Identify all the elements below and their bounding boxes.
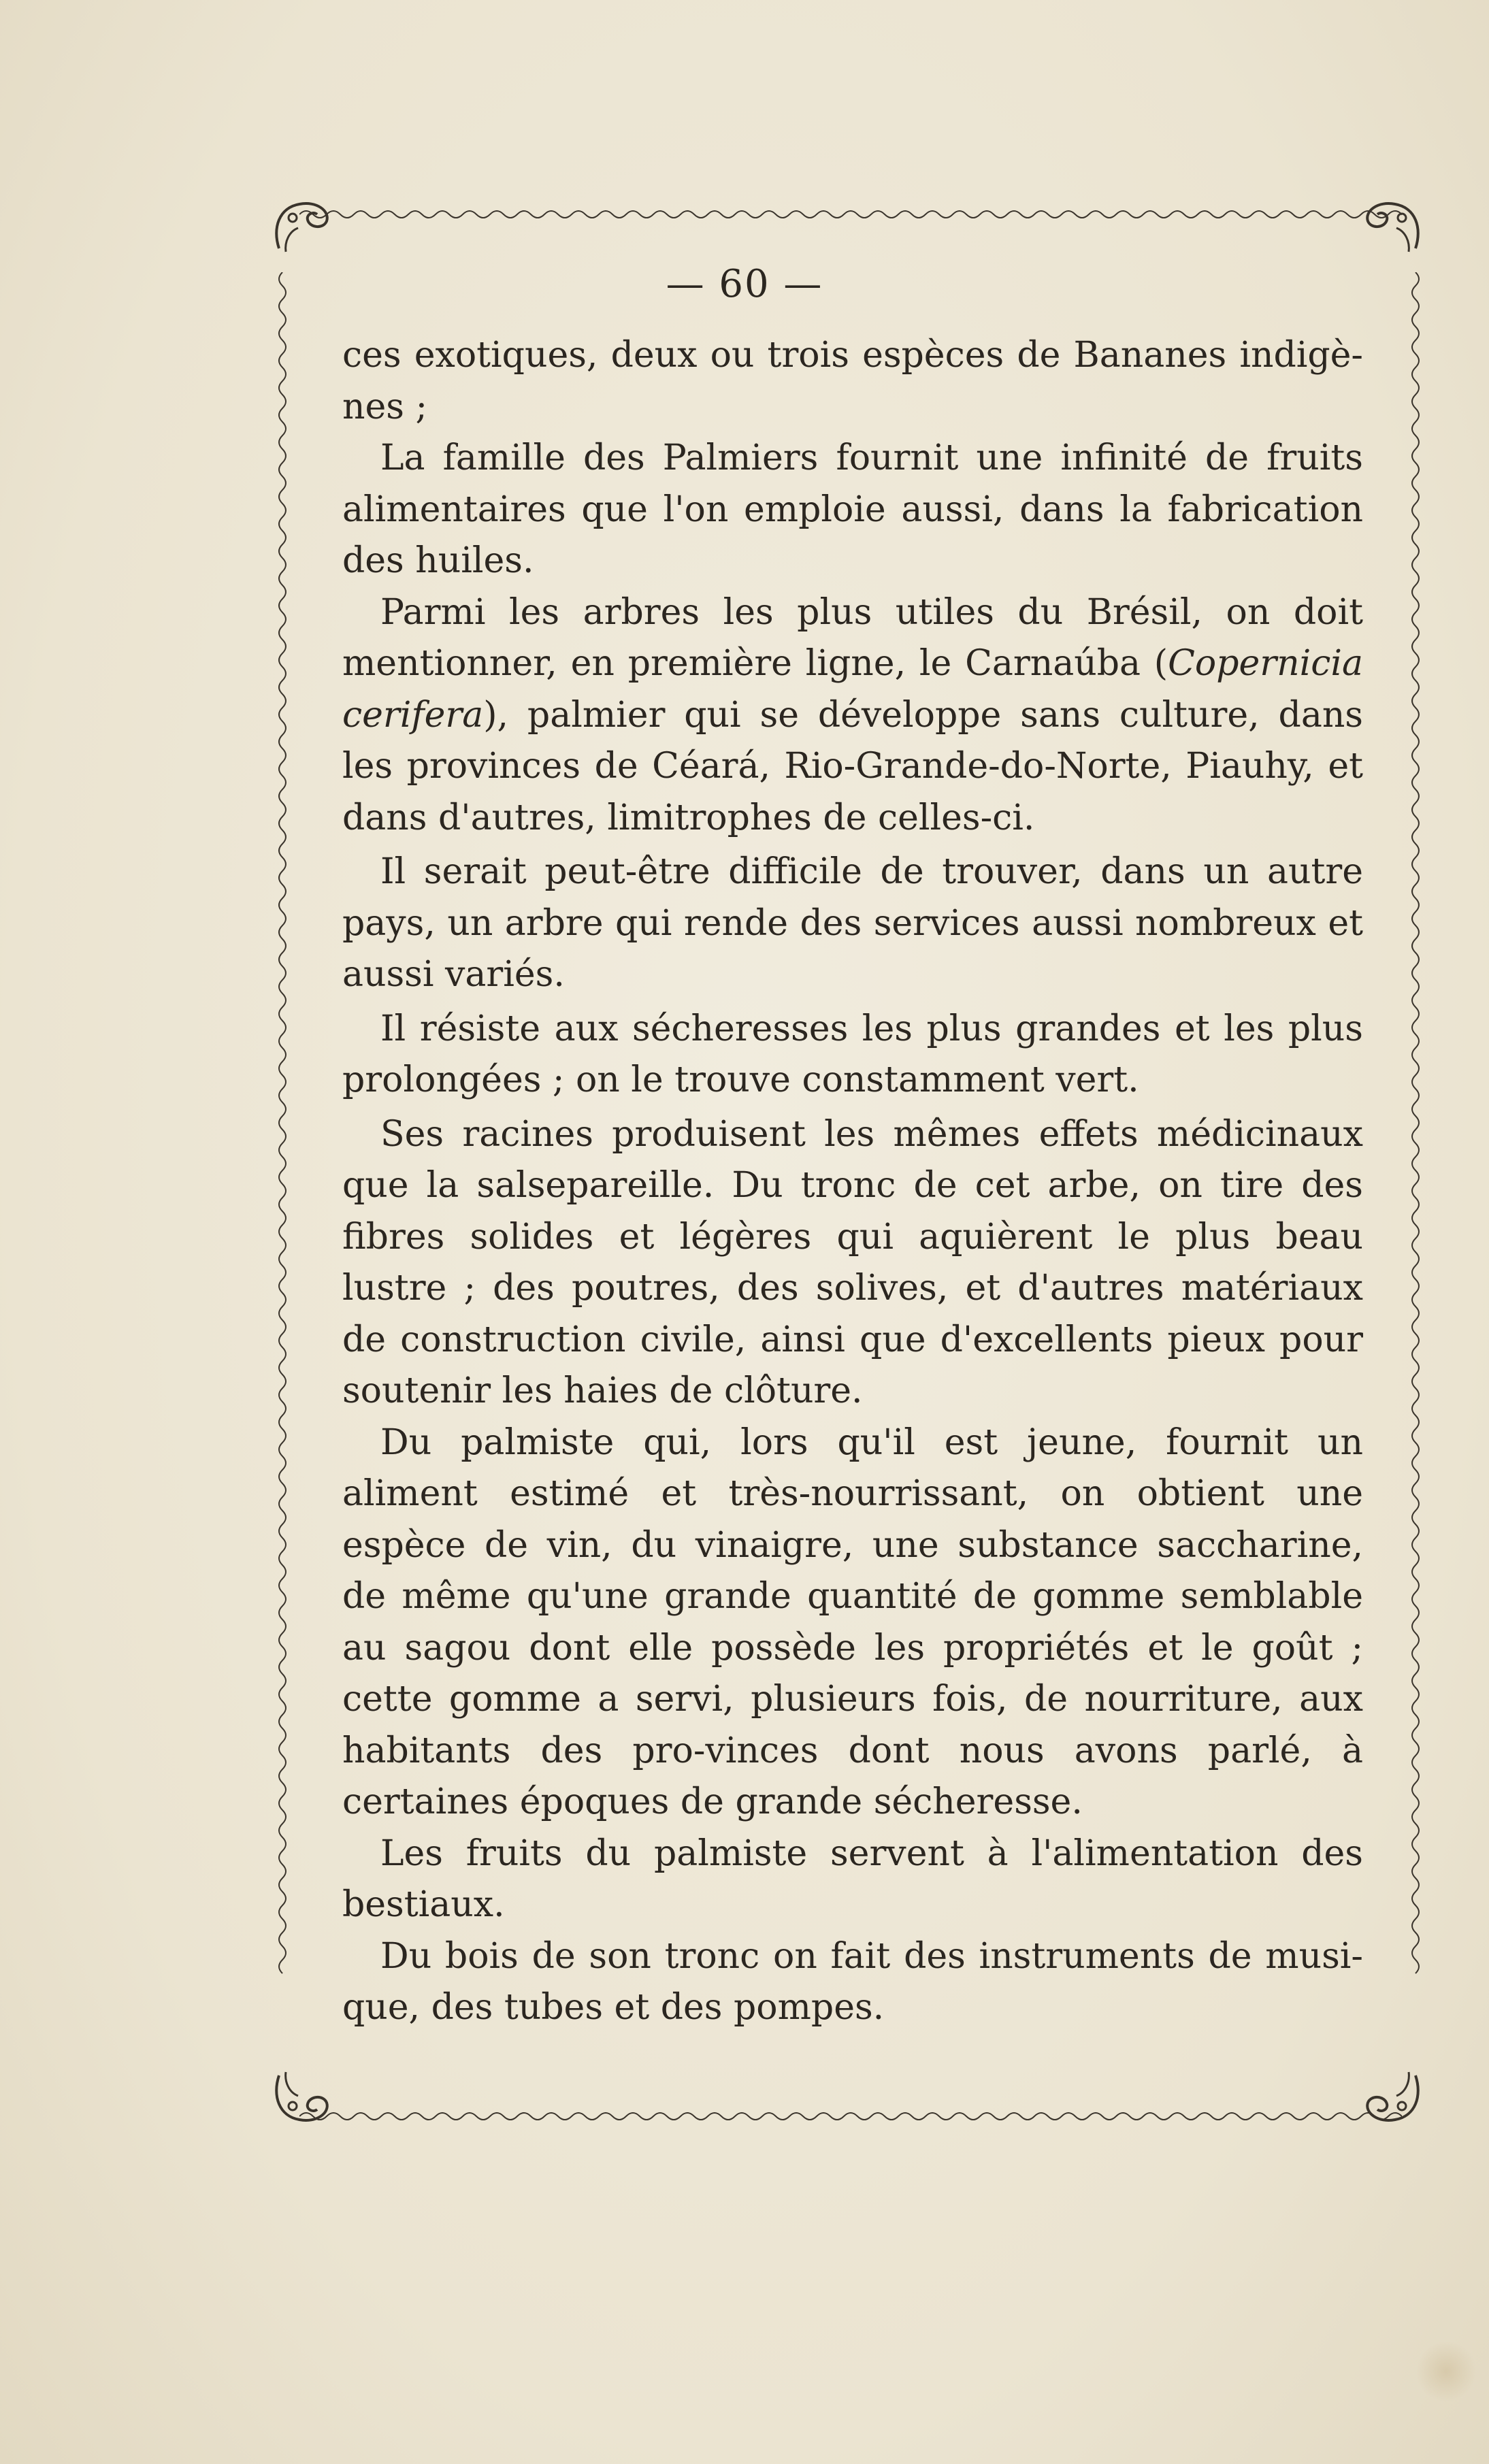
corner-flourish-icon <box>1354 2062 1429 2137</box>
paragraph-text: Parmi les arbres les plus utiles du Brésil, on doit mentionner, en première ligne, le Carnaúba ( <box>342 591 1363 684</box>
paragraph: ces exotiques, deux ou trois espèces de Bananes indigè-nes ; <box>342 335 1363 427</box>
paper-stain <box>1416 2341 1477 2402</box>
paragraph: Les fruits du palmiste servent à l'alimentation des bestiaux. <box>342 1833 1363 1925</box>
ornamental-border-top <box>299 201 1402 228</box>
paragraph: Du bois de son tronc on fait des instruments de musi-que, des tubes et des pompes. <box>342 1935 1363 2028</box>
paragraph: La famille des Palmiers fournit une infinité de fruits alimentaires que l'on emploie aussi, dans la fabrication des huiles. <box>342 438 1363 581</box>
paragraph: Du palmiste qui, lors qu'il est jeune, fournit un aliment estimé et très-nourrissant, on obtient une espèce de vin, du vinaigre, une substance saccharine, de même qu'une grande quantité de gomme semblable au sagou dont elle possède les propriétés et le goût ; cette gomme a servi, plusieurs fois, de nourriture, aux habitants des pro-vinces dont nous avons parlé, à certaines époques de grande sécheresse. <box>342 1422 1363 1822</box>
ornamental-border-bottom <box>299 2103 1402 2130</box>
corner-flourish-icon <box>265 187 340 262</box>
ornamental-border-right <box>1405 272 1426 2082</box>
paragraph-text: ), palmier qui se développe sans culture, dans les provinces de Céará, Rio-Grande-do-Norte, Piauhy, et dans d'autres, limitrophes de celles-ci. <box>342 694 1363 838</box>
species-name: Copernicia cerifera <box>342 643 1363 736</box>
paragraph: Il résiste aux sécheresses les plus grandes et les plus prolongées ; on le trouve constamment vert. <box>342 1008 1363 1100</box>
paragraph: Il serait peut-être difficile de trouver, dans un autre pays, un arbre qui rende des services aussi nombreux et aussi variés. <box>342 851 1363 995</box>
corner-flourish-icon <box>1354 187 1429 262</box>
body-text <box>342 330 1363 2034</box>
paragraph: Ses racines produisent les mêmes effets médicinaux que la salsepareille. Du tronc de cet arbe, on tire des fibres solides et légères qui aquièrent le plus beau lustre ; des poutres, des solives, et d'autres matériaux de construction civile, ainsi que d'excellents pieux pour soutenir les haies de clôture. <box>342 1113 1363 1411</box>
paragraph <box>342 587 1363 844</box>
corner-flourish-icon <box>265 2062 340 2137</box>
ornamental-border-left <box>272 272 293 2082</box>
page-number: — 60 — <box>666 262 823 306</box>
